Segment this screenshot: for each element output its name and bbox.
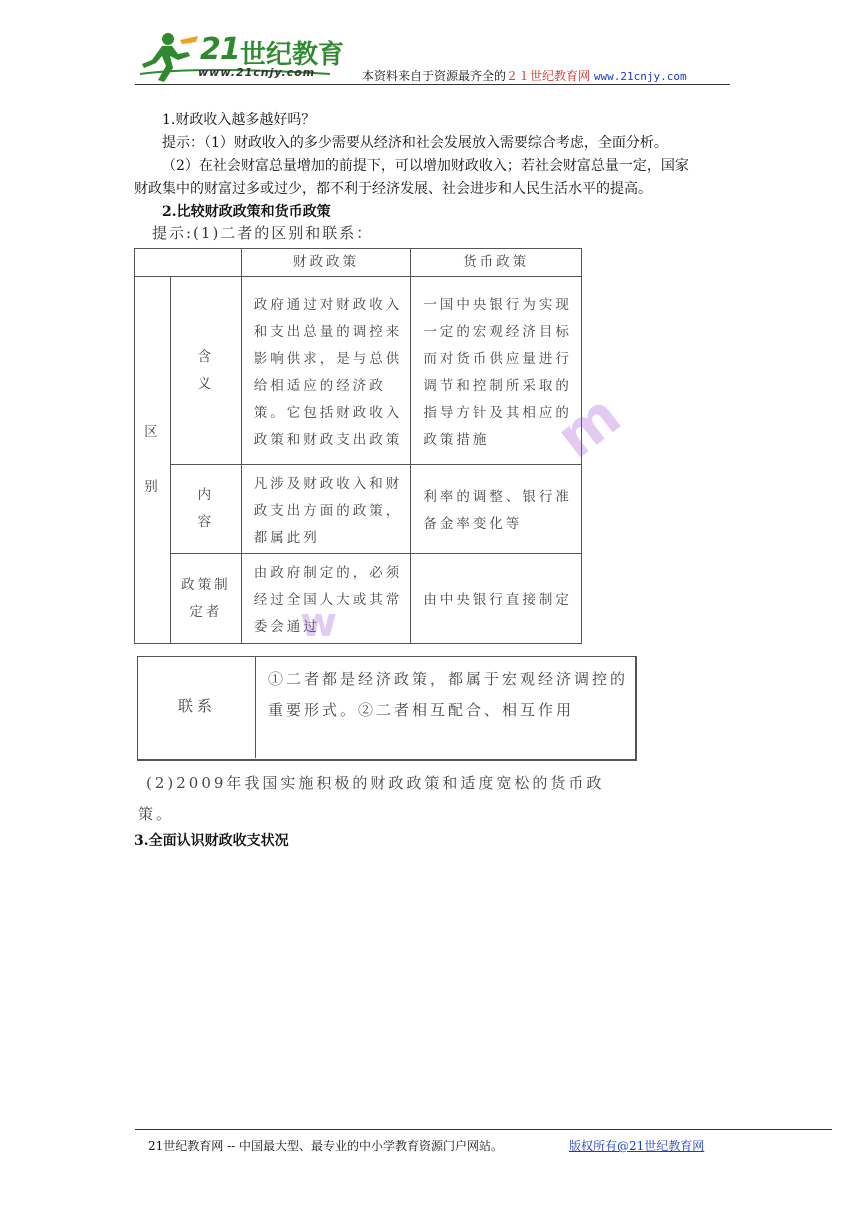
cell-monetary-content xyxy=(411,465,582,554)
table-row xyxy=(135,465,582,554)
comparison-table xyxy=(134,248,582,644)
question-2: 2.比较财政政策和货币政策 xyxy=(162,204,331,220)
row-label-line: 义 xyxy=(197,375,215,392)
cell-fiscal-meaning xyxy=(241,277,411,465)
logo-title: 世纪教育 xyxy=(240,40,345,70)
hint-2-line-1: （2）在社会财富总量增加的前提下，可以增加财政收入；若社会财富总量一定，国家 xyxy=(162,158,689,174)
cell-monetary-maker xyxy=(411,554,582,644)
table-row xyxy=(135,554,582,644)
tagline-site: ２１世纪教育网 xyxy=(506,69,591,83)
row-label-meaning xyxy=(170,277,241,465)
header-tagline xyxy=(362,67,687,84)
footer-divider xyxy=(135,1129,832,1130)
row-label-line: 内 xyxy=(197,487,215,503)
relation-label: 联系 xyxy=(178,697,217,715)
relation-text: ①二者都是经济政策，都属于宏观经济调控的重要形式。②二者相互配合、相互作用 xyxy=(268,670,629,719)
table-corner-cell xyxy=(135,249,242,277)
col-header-monetary: 货币政策 xyxy=(411,249,582,277)
scan-hint: 提示:(1)二者的区别和联系： xyxy=(152,224,374,242)
question-1: 1.财政收入越多越好吗？ xyxy=(162,112,316,128)
row-label-maker xyxy=(170,554,241,644)
cell-monetary-meaning xyxy=(411,277,582,465)
cell-fiscal-content xyxy=(241,465,411,554)
footer-text: 21世纪教育网 -- 中国最大型、最专业的中小学教育资源门户网站。 xyxy=(148,1139,504,1153)
cell-text: 由中央银行直接制定 xyxy=(423,592,572,608)
logo-number: 21 xyxy=(200,32,240,67)
copyright-link[interactable]: 版权所有@21世纪教育网 xyxy=(569,1139,705,1153)
hint-2-line-2: 财政集中的财富过多或过少，都不利于经济发展、社会进步和人民生活水平的提高。 xyxy=(134,181,652,197)
tagline-prefix: 本资料来自于资源最齐全的 xyxy=(362,69,507,83)
logo-url: www.21cnjy.com xyxy=(198,66,316,79)
relation-divider xyxy=(255,656,256,758)
cell-text: 利率的调整、银行准备金率变化等 xyxy=(423,489,572,532)
header-divider xyxy=(135,84,730,85)
hint-1: 提示：（1）财政收入的多少需要从经济和社会发展放入需要综合考虑，全面分析。 xyxy=(162,135,668,151)
row-label-line: 容 xyxy=(197,514,215,530)
row-label-line: 政策制 xyxy=(181,576,231,593)
scan-paragraph-2: (2)2009年我国实施积极的财政政策和适度宽松的货币政策。 xyxy=(138,774,605,823)
table-header-row xyxy=(135,249,582,277)
group-label-difference xyxy=(135,277,171,644)
cell-text: 凡涉及财政收入和财政支出方面的政策，都属此列 xyxy=(253,475,403,546)
cell-text: 由政府制定的，必须经过全国人大或其常委会通过 xyxy=(253,565,403,635)
watermark: m xyxy=(543,380,633,472)
tagline-url[interactable]: www.21cnjy.com xyxy=(593,70,687,83)
watermark-2: w xyxy=(300,600,337,646)
row-label-line: 定者 xyxy=(189,603,223,620)
table-row xyxy=(135,277,582,465)
group-char-2: 别 xyxy=(144,479,161,495)
cell-text: 政府通过对财政收入和支出总量的调控来影响供求，是与总供给相适应的经济政策。它包括财政收入政策和财政支出政策 xyxy=(253,296,403,448)
row-label-line: 含 xyxy=(197,348,215,365)
cell-text: 一国中央银行为实现一定的宏观经济目标而对货币供应量进行调节和控制所采取的指导方针及其相应的政策措施 xyxy=(423,296,572,448)
question-3: 3.全面认识财政收支状况 xyxy=(134,833,289,849)
group-char-1: 区 xyxy=(144,424,161,440)
row-label-content xyxy=(170,465,241,554)
col-header-fiscal: 财政政策 xyxy=(241,249,411,277)
